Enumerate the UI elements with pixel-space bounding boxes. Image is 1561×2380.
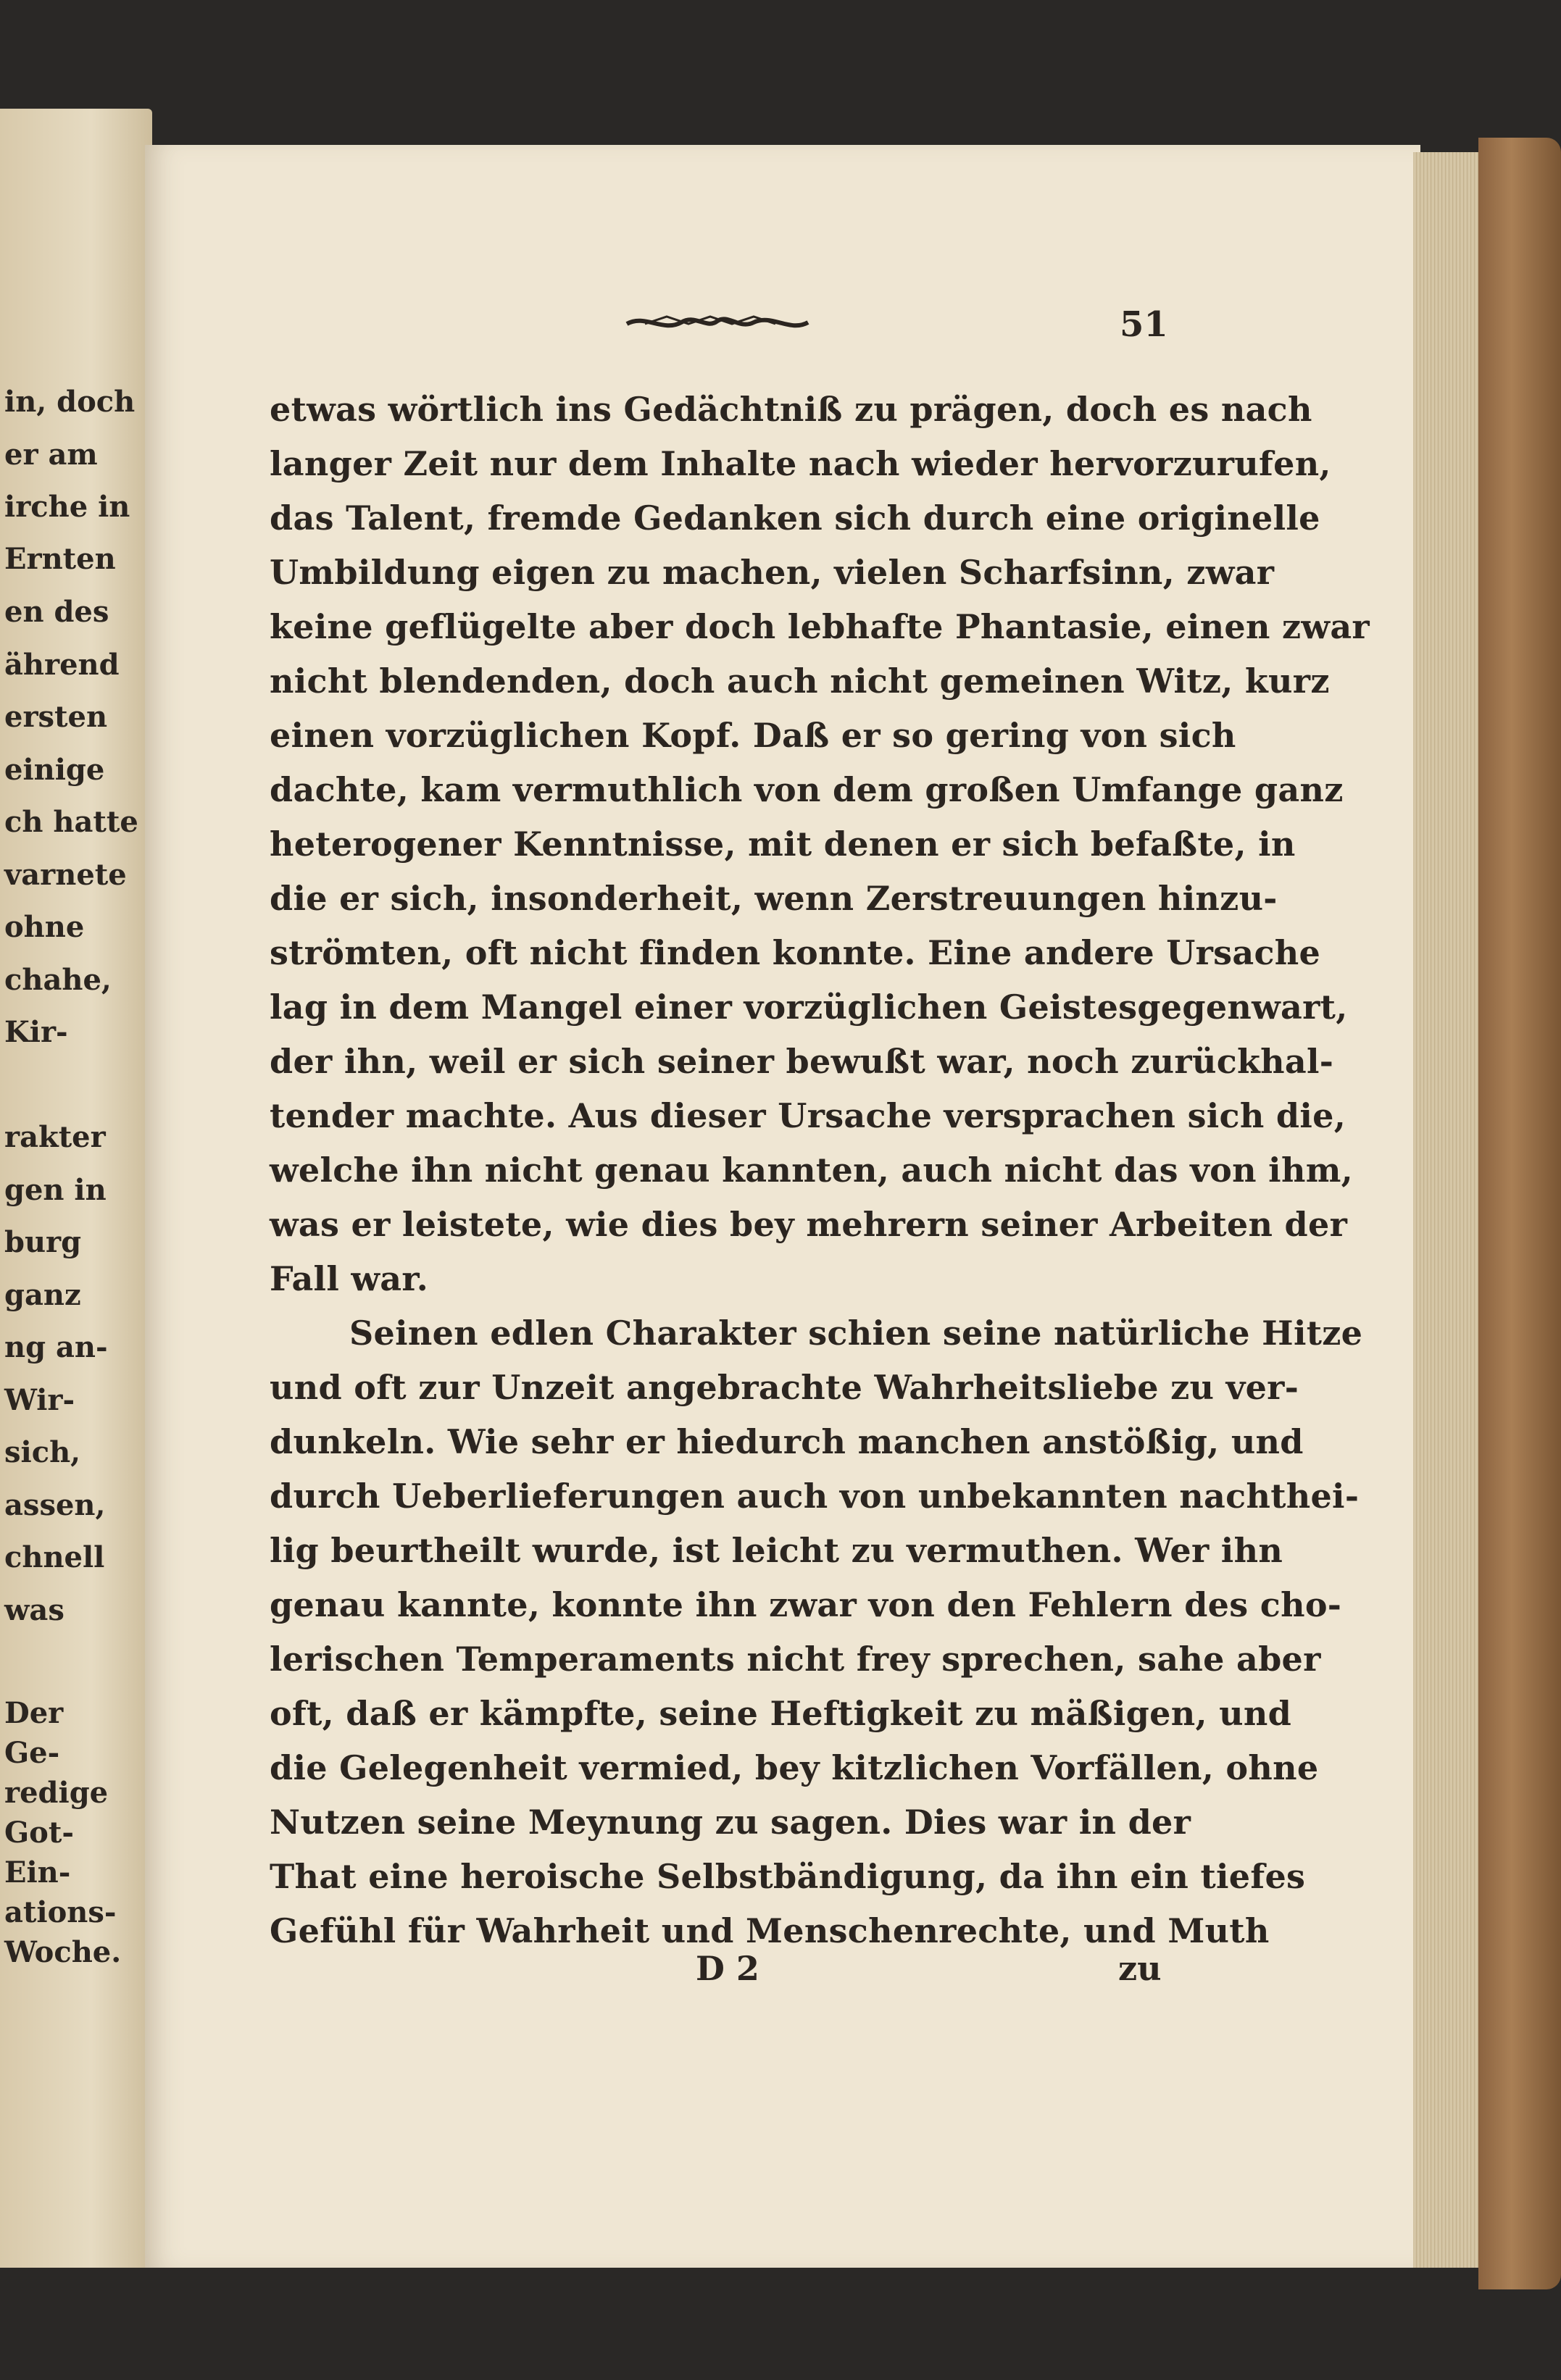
- left-fragment: assen,: [4, 1488, 106, 1522]
- text-line: That eine heroische Selbstbändigung, da ihn ein tiefes: [270, 1857, 1306, 1896]
- left-fragment: Ge-: [4, 1736, 60, 1770]
- left-fragment: chahe,: [4, 963, 112, 997]
- book-cover-edge: [1478, 138, 1561, 2289]
- text-line: lerischen Temperaments nicht frey sprechen, sahe aber: [270, 1640, 1321, 1679]
- left-fragment: ations-: [4, 1895, 117, 1929]
- left-fragment: Got-: [4, 1816, 74, 1850]
- page-number: 51: [1120, 304, 1168, 345]
- text-line: keine geflügelte aber doch lebhafte Phantasie, einen zwar: [270, 607, 1370, 646]
- text-line: etwas wörtlich ins Gedächtniß zu prägen, doch es nach: [270, 390, 1312, 429]
- text-line: heterogener Kenntnisse, mit denen er sich befaßte, in: [270, 824, 1296, 864]
- text-line: Fall war.: [270, 1259, 429, 1298]
- left-fragment: ch hatte: [4, 805, 138, 839]
- left-fragment: ersten: [4, 700, 108, 734]
- left-fragment: sich,: [4, 1435, 81, 1469]
- catchword: zu: [1118, 1949, 1162, 1988]
- left-fragment: in, doch: [4, 385, 136, 419]
- text-line: genau kannte, konnte ihn zwar von den Fehlern des cho-: [270, 1585, 1342, 1624]
- text-line: Umbildung eigen zu machen, vielen Scharfsinn, zwar: [270, 553, 1275, 592]
- left-fragment: irche in: [4, 490, 130, 524]
- left-fragment: redige: [4, 1776, 109, 1810]
- text-line: tender machte. Aus dieser Ursache versprachen sich die,: [270, 1096, 1346, 1135]
- left-page-edge: [0, 109, 152, 2268]
- text-line: strömten, oft nicht finden konnte. Eine andere Ursache: [270, 933, 1321, 972]
- text-line: die Gelegenheit vermied, bey kitzlichen Vorfällen, ohne: [270, 1748, 1319, 1787]
- left-fragment: Kir-: [4, 1015, 68, 1049]
- paragraph-start-line: Seinen edlen Charakter schien seine natürliche Hitze: [349, 1314, 1363, 1353]
- left-fragment: gen in: [4, 1173, 107, 1207]
- left-fragment: chnell: [4, 1540, 105, 1574]
- text-line: durch Ueberlieferungen auch von unbekannten nachthei-: [270, 1477, 1360, 1516]
- body-text: [270, 383, 1370, 1958]
- left-fragment: Woche.: [4, 1935, 122, 1969]
- text-line: dunkeln. Wie sehr er hiedurch manchen anstößig, und: [270, 1422, 1304, 1461]
- text-line: welche ihn nicht genau kannten, auch nicht das von ihm,: [270, 1151, 1353, 1190]
- page-edges: [1413, 152, 1486, 2268]
- left-fragment: ganz: [4, 1278, 81, 1312]
- text-line: der ihn, weil er sich seiner bewußt war, noch zurückhal-: [270, 1042, 1334, 1081]
- text-line: einen vorzüglichen Kopf. Daß er so gering von sich: [270, 716, 1236, 755]
- left-fragment: was: [4, 1593, 64, 1627]
- left-fragment: varnete: [4, 858, 127, 892]
- text-line: Nutzen seine Meynung zu sagen. Dies war in der: [270, 1803, 1191, 1842]
- left-fragment: Ein-: [4, 1855, 71, 1890]
- signature-mark: D 2: [696, 1949, 759, 1988]
- left-fragment: Ernten: [4, 542, 116, 576]
- left-fragment: ng an-: [4, 1330, 108, 1364]
- text-line: lig beurtheilt wurde, ist leicht zu vermuthen. Wer ihn: [270, 1531, 1283, 1570]
- left-fragment: einige: [4, 753, 105, 787]
- text-line: dachte, kam vermuthlich von dem großen Umfange ganz: [270, 770, 1344, 809]
- left-fragment: Wir-: [4, 1383, 75, 1417]
- text-line: die er sich, insonderheit, wenn Zerstreuungen hinzu-: [270, 879, 1278, 918]
- ornament-icon: [623, 308, 812, 337]
- left-fragment: ährend: [4, 648, 120, 682]
- left-fragment: ohne: [4, 910, 85, 944]
- left-fragment: er am: [4, 438, 98, 472]
- left-fragment: burg: [4, 1225, 82, 1259]
- left-fragment: Der: [4, 1696, 64, 1730]
- text-line: nicht blendenden, doch auch nicht gemeinen Witz, kurz: [270, 661, 1330, 701]
- left-fragment: en des: [4, 595, 109, 629]
- text-line: was er leistete, wie dies bey mehrern seiner Arbeiten der: [270, 1205, 1348, 1244]
- text-line: lag in dem Mangel einer vorzüglichen Geistesgegenwart,: [270, 988, 1348, 1027]
- text-line: Gefühl für Wahrheit und Menschenrechte, und Muth: [270, 1911, 1270, 1950]
- text-line: das Talent, fremde Gedanken sich durch eine originelle: [270, 498, 1320, 538]
- text-line: und oft zur Unzeit angebrachte Wahrheitsliebe zu ver-: [270, 1368, 1299, 1407]
- text-line: oft, daß er kämpfte, seine Heftigkeit zu mäßigen, und: [270, 1694, 1292, 1733]
- text-line: langer Zeit nur dem Inhalte nach wieder hervorzurufen,: [270, 444, 1331, 483]
- left-fragment: rakter: [4, 1120, 106, 1154]
